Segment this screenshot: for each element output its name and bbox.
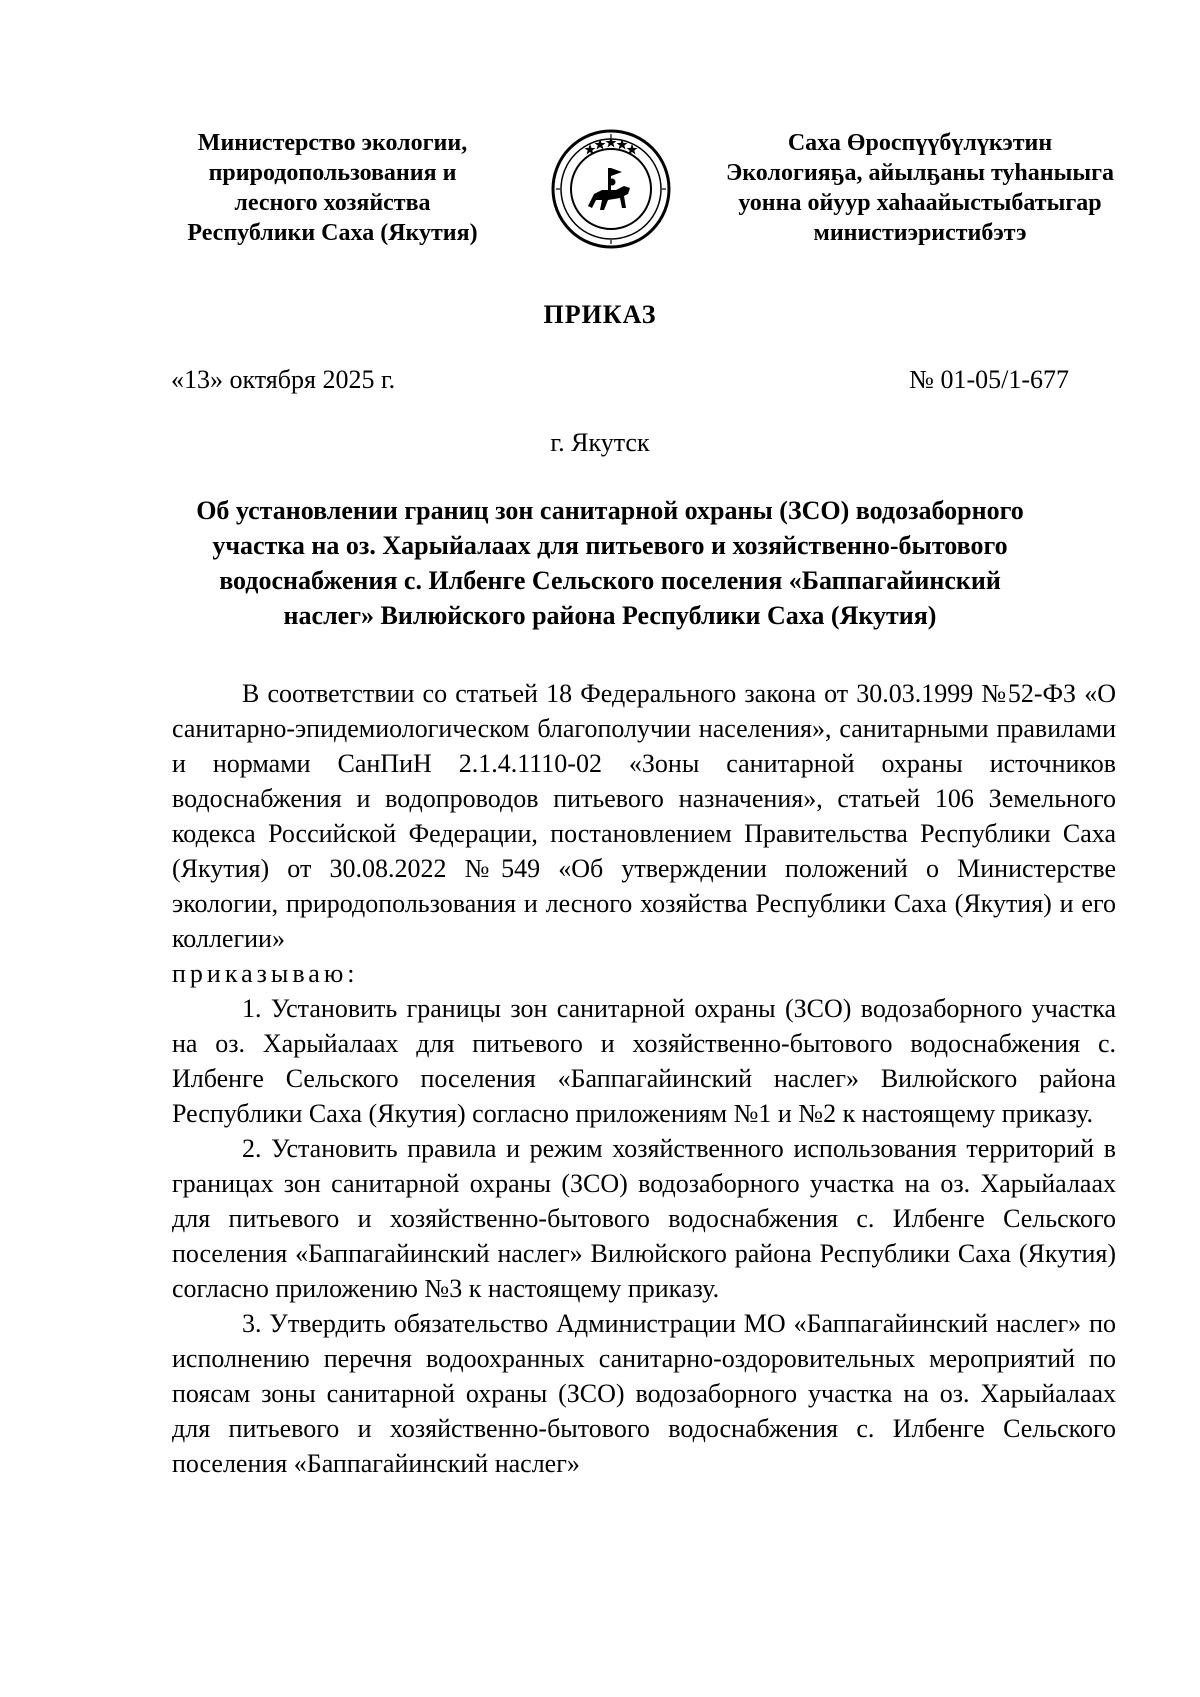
order-item-1: 1. Установить границы зон санитарной охраны (ЗСО) водозаборного участка на оз. Харыйалаах для питьевого и хозяйственно-бытового водоснабжения с. Илбенге Сельского поселения «Баппагайинский наслег» Вилюйского района Республики Саха (Якутия) согласно приложениям №1 и №2 к настоящему приказу. [172,994,1116,1128]
order-date: «13» октября 2025 г. [171,365,396,394]
subject-line: наслег» Вилюйского района Республики Саха (Якутия) [283,601,937,630]
preamble-paragraph: В соответствии со статьей 18 Федерального закона от 30.03.1999 №52-ФЗ «О санитарно-эпидемиологическом благополучии населения», санитарными правилами и нормами СанПиН 2.1.4.1110-02 «Зоны санитарной охраны источников водоснабжения и водопроводов питьевого назначения», статьей 106 Земельного кодекса Российской Федерации, постановлением Правительства Республики Саха (Якутия) от 30.08.2022 №549 «Об утверждении положений о Министерстве экологии, природопользования и лесного хозяйства Республики Саха (Якутия) и его коллегии» [172,679,1116,953]
document-type-title: ПРИКАЗ [543,300,657,329]
ministry-name-russian [160,128,505,248]
ministry-sah-line: Экологияҕа, айылҕаны туһаныыга [726,160,1114,186]
ministry-sah-line: Саха Өроспүүбүлүкэтин [787,130,1053,156]
ministry-name-sakha [720,128,1120,248]
letterhead [0,128,1200,268]
ministry-sah-line: министиэристибэтэ [813,220,1027,246]
ministry-ru-line: Министерство экологии, [197,130,468,156]
order-number: № 01-05/1-677 [909,365,1069,394]
order-body [172,676,1116,1481]
subject-line: участка на оз. Харыйалаах для питьевого и хозяйственно-бытового [212,531,1008,560]
order-word: приказываю: [172,959,359,988]
coat-of-arms-icon [550,128,672,250]
ministry-sah-line: уонна ойуур хаһаайыстыбатыгар [738,190,1102,216]
ministry-ru-line: природопользования и [208,160,457,186]
order-item-2: 2. Установить правила и режим хозяйственного использования территорий в границах зон санитарной охраны (ЗСО) водозаборного участка на оз. Харыйалаах для питьевого и хозяйственно-бытового водоснабжения с. Илбенге Сельского поселения «Баппагайинский наслег» Вилюйского района Республики Саха (Якутия) согласно приложению №3 к настоящему приказу. [172,1134,1116,1303]
subject-line: Об установлении границ зон санитарной охраны (ЗСО) водозаборного [196,496,1024,525]
ministry-ru-line: Республики Саха (Якутия) [187,220,478,246]
order-item-3: 3. Утвердить обязательство Администрации МО «Баппагайинский наслег» по исполнению перечня водоохранных санитарно-оздоровительных мероприятий по поясам зоны санитарной охраны (ЗСО) водозаборного участка на оз. Харыйалаах для питьевого и хозяйственно-бытового водоснабжения с. Илбенге Сельского поселения «Баппагайинский наслег» [172,1309,1116,1478]
subject-line: водоснабжения с. Илбенге Сельского поселения «Баппагайинский [219,566,1001,595]
order-subject [170,493,1050,633]
order-city: г. Якутск [550,428,650,457]
ministry-ru-line: лесного хозяйства [234,190,431,216]
